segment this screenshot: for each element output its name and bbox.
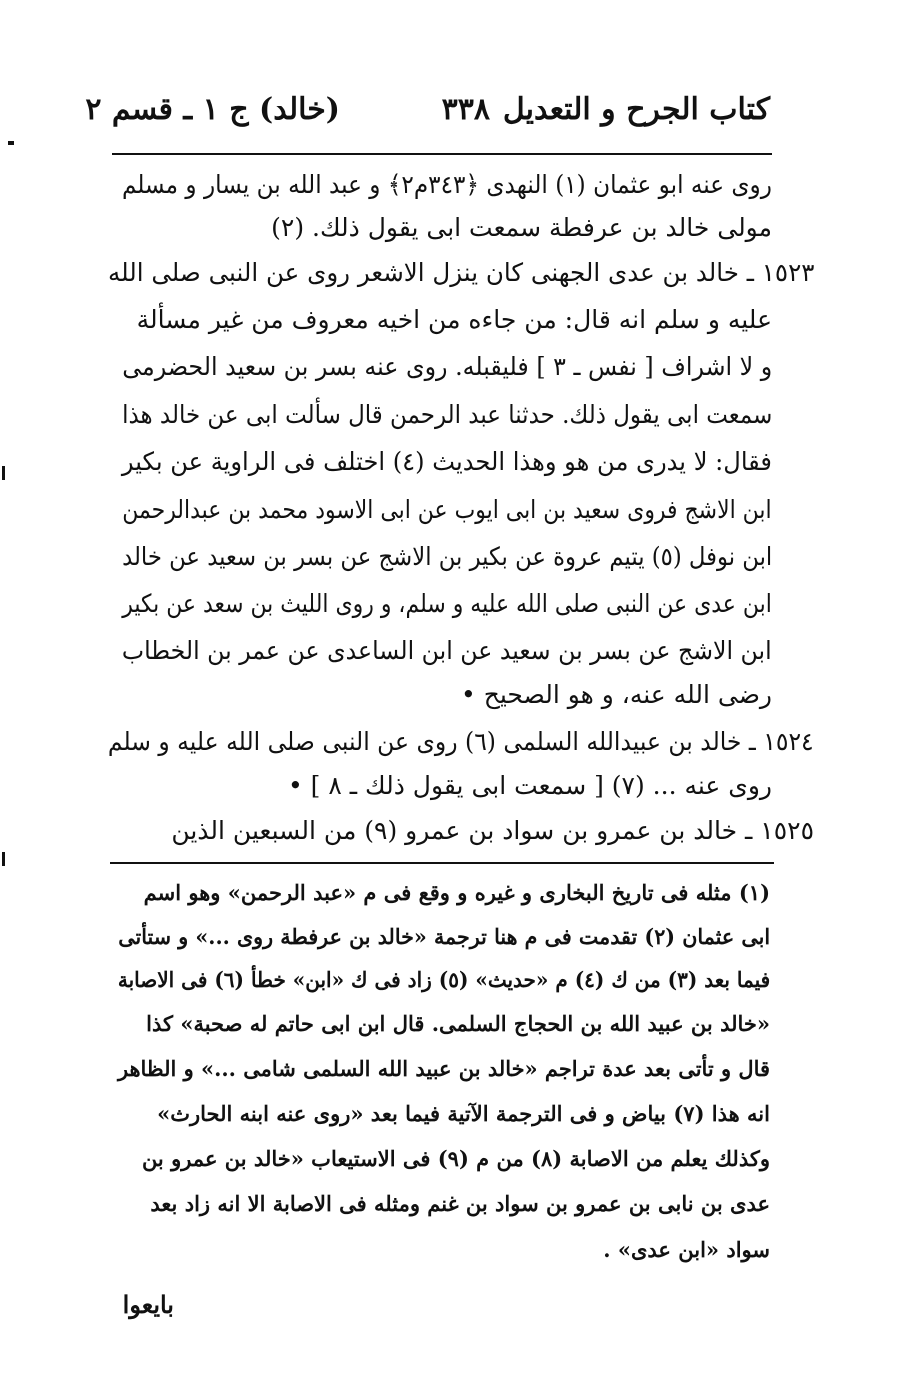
body-line: و لا اشراف [ نفس ـ ٣ ] فليقبله. روى عنه بسر بن سعيد الحضرمى bbox=[122, 352, 772, 381]
header-rule bbox=[112, 153, 772, 155]
body-line: ابن الاشج عن بسر بن سعيد عن ابن الساعدى عن عمر بن الخطاب bbox=[122, 636, 772, 665]
body-line: فقال: لا يدرى من هو وهذا الحديث (٤) اختلف فى الراوية عن بكير bbox=[121, 447, 772, 476]
section-label: (خالد) ج ١ ـ قسم ٢ bbox=[85, 92, 340, 127]
footnote-line: «خالد بن عبيد الله بن الحجاج السلمى. قال ابن ابى حاتم له صحبة» كذا bbox=[146, 1011, 770, 1036]
footnote-rule bbox=[110, 862, 774, 864]
catchword: بايعوا bbox=[122, 1290, 174, 1319]
scan-edge-mark bbox=[8, 141, 14, 145]
entry-line: ١٥٢٤ ـ خالد بن عبيدالله السلمى (٦) روى عن النبى صلى الله عليه و سلم bbox=[108, 727, 814, 756]
footnote-line: قال و تأتى بعد عدة تراجم «خالد بن عبيد الله السلمى شامى ...» و الظاهر bbox=[117, 1056, 770, 1081]
footnote-line: ابى عثمان (٢) تقدمت فى م هنا ترجمة «خالد بن عرفطة روى ...» و ستأتى bbox=[118, 924, 770, 949]
footnote-line: (١) مثله فى تاريخ البخارى و غيره و وقع فى م «عبد الرحمن» وهو اسم bbox=[143, 880, 770, 905]
scan-edge-mark bbox=[2, 466, 5, 480]
body-line: ابن الاشج فروى سعيد بن ابى ايوب عن ابى الاسود محمد بن عبدالرحمن bbox=[122, 495, 772, 524]
body-line: مولى خالد بن عرفطة سمعت ابى يقول ذلك. (٢) bbox=[271, 213, 772, 242]
body-line: عليه و سلم انه قال: من جاءه من اخيه معروف من غير مسألة bbox=[136, 305, 772, 334]
footnote-line: فيما بعد (٣) من ك (٤) م «حديث» (٥) زاد فى ك «ابن» خطأ (٦) فى الاصابة bbox=[117, 967, 770, 992]
footnote-line: وكذلك يعلم من الاصابة (٨) من م (٩) فى الاستيعاب «خالد بن عمرو بن bbox=[141, 1146, 770, 1171]
footnote-line: انه هذا (٧) بياض و فى الترجمة الآتية فيما بعد «روى عنه ابنه الحارث» bbox=[157, 1101, 770, 1126]
footnote-line: سواد «ابن عدى» . bbox=[603, 1237, 770, 1262]
footnote-line: عدى بن نابى بن عمرو بن سواد بن غنم ومثله فى الاصابة الا انه زاد بعد bbox=[150, 1191, 770, 1216]
running-header bbox=[85, 92, 770, 142]
body-line: رضى الله عنه، و هو الصحيح • bbox=[461, 680, 772, 709]
body-line: ابن عدى عن النبى صلى الله عليه و سلم، و روى الليث بن سعد عن بكير bbox=[122, 589, 772, 618]
body-line: روى عنه ... (٧) [ سمعت ابى يقول ذلك ـ ٨ ] • bbox=[287, 771, 772, 800]
entry-line: ١٥٢٣ ـ خالد بن عدى الجهنى كان ينزل الاشعر روى عن النبى صلى الله bbox=[107, 258, 814, 287]
page-number: ٣٣٨ bbox=[441, 92, 490, 127]
body-line: سمعت ابى يقول ذلك. حدثنا عبد الرحمن قال سألت ابى عن خالد هذا bbox=[121, 400, 772, 429]
entry-line: ١٥٢٥ ـ خالد بن عمرو بن سواد بن عمرو (٩) من السبعين الذين bbox=[171, 816, 814, 845]
body-line: روى عنه ابو عثمان (١) النهدى ﴿٣٤٣م٢﴾ و عبد الله بن يسار و مسلم bbox=[122, 170, 772, 199]
scan-edge-mark bbox=[2, 852, 5, 866]
body-line: ابن نوفل (٥) يتيم عروة عن بكير بن الاشج عن بسر بن سعيد عن خالد bbox=[121, 542, 772, 571]
book-title: كتاب الجرح و التعديل bbox=[502, 92, 770, 127]
